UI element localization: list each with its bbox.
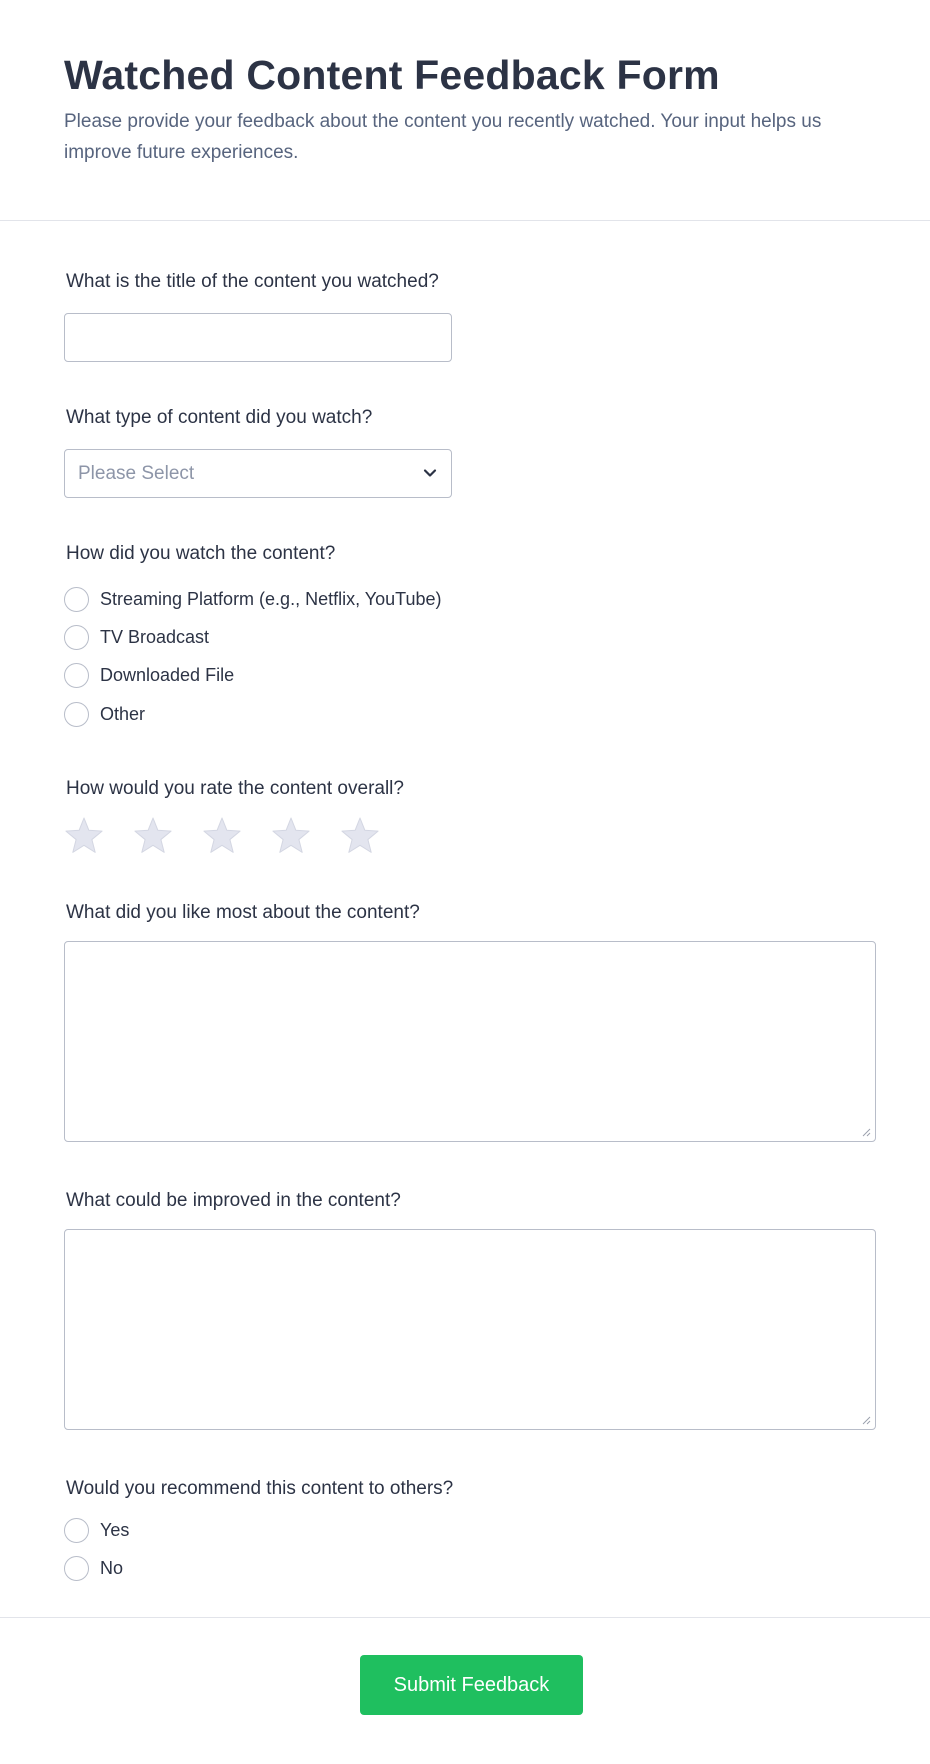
improvement-label: What could be improved in the content? <box>66 1190 401 1211</box>
radio-button[interactable] <box>64 663 89 688</box>
watch-method-option-label: Streaming Platform (e.g., Netflix, YouTube) <box>100 588 442 609</box>
content-title-input[interactable] <box>64 313 452 362</box>
chevron-down-icon <box>423 466 437 480</box>
radio-button[interactable] <box>64 587 89 612</box>
recommend-option-yes[interactable] <box>64 1517 129 1543</box>
recommend-option-label: No <box>100 1557 124 1578</box>
content-type-label: What type of content did you watch? <box>66 407 373 428</box>
star-icon[interactable] <box>202 816 242 856</box>
star-icon[interactable] <box>64 816 104 856</box>
recommend-option-no[interactable] <box>64 1555 123 1581</box>
liked-most-label: What did you like most about the content? <box>66 902 420 923</box>
form-footer <box>0 1617 930 1764</box>
star-icon[interactable] <box>340 816 380 856</box>
content-type-placeholder: Please Select <box>78 463 195 484</box>
liked-most-textarea[interactable] <box>64 941 876 1142</box>
rating-label: How would you rate the content overall? <box>66 778 404 799</box>
watch-method-option-label: Other <box>100 703 146 724</box>
watch-method-option-tv[interactable] <box>64 624 209 650</box>
content-title-label: What is the title of the content you watched? <box>66 271 439 292</box>
radio-button[interactable] <box>64 625 89 650</box>
watch-method-option-label: TV Broadcast <box>100 626 210 647</box>
recommend-label: Would you recommend this content to others? <box>66 1478 454 1499</box>
form-description: Please provide your feedback about the content you recently watched. Your input helps us improve future experiences. <box>64 111 822 163</box>
star-icon[interactable] <box>271 816 311 856</box>
form-title: Watched Content Feedback Form <box>64 52 720 98</box>
submit-feedback-button[interactable]: Submit Feedback <box>360 1655 583 1715</box>
form-header <box>0 0 930 221</box>
resize-grip-icon[interactable] <box>861 1415 871 1425</box>
star-icon[interactable] <box>133 816 173 856</box>
watch-method-option-label: Downloaded File <box>100 664 235 685</box>
watch-method-label: How did you watch the content? <box>66 543 336 564</box>
watch-method-option-streaming[interactable] <box>64 586 442 612</box>
recommend-option-label: Yes <box>100 1519 130 1540</box>
watch-method-option-other[interactable] <box>64 701 145 727</box>
radio-button[interactable] <box>64 1518 89 1543</box>
watch-method-option-downloaded[interactable] <box>64 662 234 688</box>
radio-button[interactable] <box>64 702 89 727</box>
content-type-select[interactable] <box>64 449 452 498</box>
radio-button[interactable] <box>64 1556 89 1581</box>
resize-grip-icon[interactable] <box>861 1127 871 1137</box>
improvement-textarea[interactable] <box>64 1229 876 1430</box>
